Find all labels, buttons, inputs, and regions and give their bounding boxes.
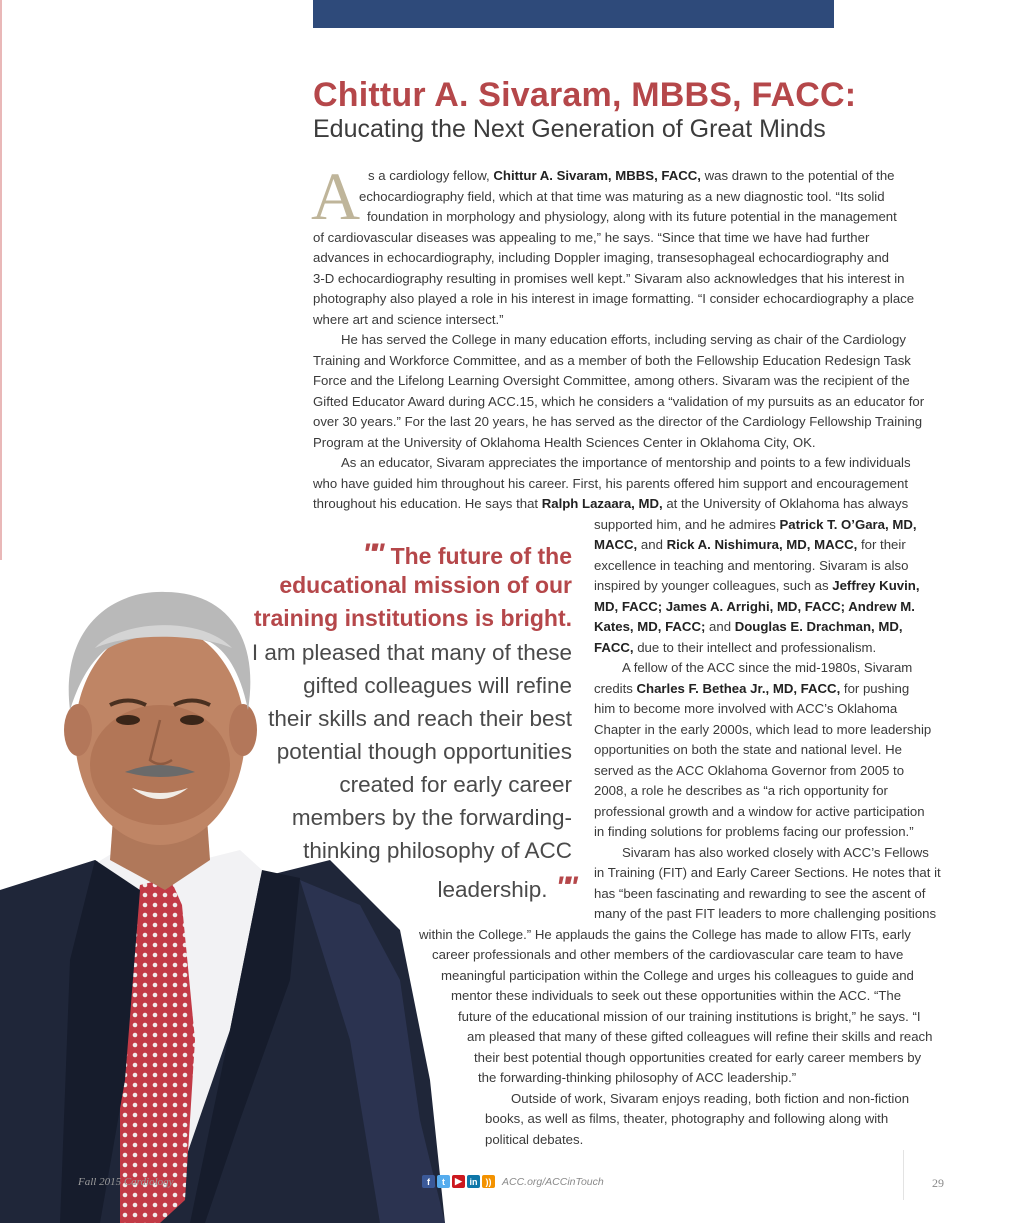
text-run: throughout his education. He says that xyxy=(313,496,542,511)
article-line xyxy=(594,638,876,659)
article-line xyxy=(594,617,903,638)
text-run: their best potential though opportunities created for early career members by xyxy=(474,1049,922,1065)
article-line xyxy=(432,945,903,966)
article-line xyxy=(478,1068,796,1089)
text-run: over 30 years.” For the last 20 years, he has served as the director of the Cardiology Fellowship Training xyxy=(313,414,923,429)
text-run: supported him, and he admires xyxy=(594,516,780,532)
social-icons xyxy=(422,1175,495,1188)
article-line xyxy=(467,1027,932,1048)
text-run: excellence in teaching and mentoring. Sivaram is also xyxy=(594,557,909,573)
pull-quote-line: I am pleased that many of these xyxy=(251,640,572,665)
article-line xyxy=(368,166,895,187)
article-line xyxy=(313,392,924,413)
text-run: of cardiovascular diseases was appealing to me,” he says. “Since that time we have had further xyxy=(313,229,870,245)
article-line xyxy=(594,720,931,741)
text-run: am pleased that many of these gifted colleagues will refine their skills and reach xyxy=(467,1029,933,1044)
text-run: due to their intellect and professionalism. xyxy=(633,639,877,655)
text-run: mentor these individuals to seek out these opportunities within the ACC. “The xyxy=(451,988,902,1003)
article-line xyxy=(594,822,914,843)
page-edge xyxy=(0,0,2,560)
article-line xyxy=(594,904,936,925)
text-run: was drawn to the potential of the xyxy=(700,168,895,183)
text-run: Sivaram has also worked closely with ACC’s Fellows xyxy=(622,844,929,860)
article-line xyxy=(313,371,910,392)
pull-quote-line: potential though opportunities xyxy=(276,739,572,764)
article-line xyxy=(313,433,816,454)
article-line xyxy=(594,679,909,700)
article-line xyxy=(313,269,905,290)
article-line xyxy=(313,248,889,269)
text-run: where art and science intersect.” xyxy=(313,311,504,327)
text-run: inspired by younger colleagues, such as xyxy=(594,578,833,593)
article-line xyxy=(367,207,897,228)
article-line xyxy=(451,986,901,1007)
text-run: Gifted Educator Award during ACC.15, which he considers a “validation of my pursuits as an educator for xyxy=(313,393,925,409)
article-line xyxy=(594,884,925,905)
pull-quote-bold-line: "" The future of the xyxy=(362,538,572,571)
pull-quote-line: thinking philosophy of ACC xyxy=(303,838,572,863)
text-run: him to become more involved with ACC’s Oklahoma xyxy=(594,701,898,716)
text-run: meaningful participation within the College and urges his colleagues to guide and xyxy=(441,967,914,983)
article-line xyxy=(313,494,908,515)
portrait-photo xyxy=(0,560,450,1223)
article-line xyxy=(359,187,885,208)
text-run: A fellow of the ACC since the mid-1980s, Sivaram xyxy=(622,660,913,675)
text-run: opportunities on both the state and national level. He xyxy=(594,742,902,757)
text-run: Chapter in the early 2000s, which lead to more leadership xyxy=(594,721,932,737)
article-line xyxy=(313,228,869,249)
article-line xyxy=(594,699,897,720)
text-run: and xyxy=(705,619,735,634)
text-run: has “been fascinating and rewarding to see the ascent of xyxy=(594,885,926,901)
bold-name: Douglas E. Drachman, MD, xyxy=(734,619,903,634)
article-line xyxy=(622,843,929,864)
text-run: photography also played a role in his interest in image formatting. “I consider echocardiography a place xyxy=(313,291,915,306)
text-run: future of the educational mission of our training institutions is bright,” he says. “I xyxy=(458,1008,921,1024)
text-run: and xyxy=(637,537,667,552)
pull-quote-line: leadership. "" xyxy=(437,871,572,904)
article-line xyxy=(341,453,911,474)
text-run: 2008, a role he describes as “a rich opportunity for xyxy=(594,783,888,798)
article-line xyxy=(594,863,941,884)
footer-url[interactable]: ACC.org/ACCinTouch xyxy=(502,1176,604,1188)
bold-name: Patrick T. O’Gara, MD, xyxy=(779,516,917,532)
text-run: 3-D echocardiography resulting in promises well kept.” Sivaram also acknowledges that his interest in xyxy=(313,270,905,286)
article-line xyxy=(594,802,925,823)
article-line xyxy=(341,330,906,351)
drop-cap: A xyxy=(311,158,361,234)
article-line xyxy=(594,597,915,618)
bold-name: Charles F. Bethea Jr., MD, FACC, xyxy=(636,680,841,696)
magazine-issue: Fall 2015 Cardiology xyxy=(78,1176,174,1188)
page-number: 29 xyxy=(932,1176,944,1190)
article-line xyxy=(313,289,914,310)
text-run: for pushing xyxy=(840,680,910,696)
text-run: credits xyxy=(594,680,637,696)
text-run: within the College.” He applauds the gains the College has made to allow FITs, early xyxy=(419,926,911,942)
text-run: the forwarding-thinking philosophy of ACC leadership.” xyxy=(478,1070,797,1085)
article-line xyxy=(594,576,919,597)
text-run: professional growth and a window for active participation xyxy=(594,803,925,819)
linkedin-icon[interactable]: in xyxy=(467,1175,480,1188)
pull-quote-line: gifted colleagues will refine xyxy=(303,673,572,698)
bold-name: Chittur A. Sivaram, MBBS, FACC, xyxy=(493,168,701,183)
text-run: who have guided him throughout his career. First, his parents offered him support and encouragement xyxy=(313,475,909,491)
article-line xyxy=(458,1007,921,1028)
pull-quote-line: members by the forwarding- xyxy=(291,805,572,830)
text-run: in finding solutions for problems facing our profession.” xyxy=(594,824,914,839)
article-line xyxy=(594,761,904,782)
article-line xyxy=(485,1109,888,1130)
pull-quote-line: their skills and reach their best xyxy=(268,706,572,731)
article-line xyxy=(419,925,911,946)
header-color-bar xyxy=(313,0,834,28)
pull-quote-bold-line: training institutions is bright. xyxy=(253,605,572,631)
bold-name: FACC, xyxy=(594,639,634,655)
text-run: s a cardiology fellow, xyxy=(368,168,494,183)
article-line xyxy=(594,535,906,556)
article-line xyxy=(474,1048,921,1069)
text-run: Program at the University of Oklahoma Health Sciences Center in Oklahoma City, OK. xyxy=(313,434,816,450)
text-run: As an educator, Sivaram appreciates the importance of mentorship and points to a few individuals xyxy=(341,455,911,470)
article-line xyxy=(313,412,922,433)
article-line xyxy=(313,351,911,372)
article-line xyxy=(313,474,908,495)
article-line xyxy=(594,556,908,577)
bold-name: Jeffrey Kuvin, xyxy=(832,578,920,593)
bold-name: MACC, xyxy=(594,537,638,552)
bold-name: Rick A. Nishimura, MD, MACC, xyxy=(666,537,858,552)
bold-name: MD, FACC; James A. Arrighi, MD, FACC; Andrew M. xyxy=(594,598,915,614)
article-subtitle: Educating the Next Generation of Great Minds xyxy=(313,115,826,143)
facebook-icon[interactable]: f xyxy=(422,1175,435,1188)
close-quote-icon: "" xyxy=(555,871,572,904)
text-run: many of the past FIT leaders to more challenging positions xyxy=(594,906,937,921)
text-run: books, as well as films, theater, photography and following along with xyxy=(485,1111,889,1126)
text-run: echocardiography field, which at that time was maturing as a new diagnostic tool. “Its solid xyxy=(359,188,885,204)
article-line xyxy=(594,781,888,802)
text-run: Force and the Lifelong Learning Oversight Committee, among others. Sivaram was the recipient of the xyxy=(313,373,910,388)
article-line xyxy=(594,740,902,761)
twitter-icon[interactable]: t xyxy=(437,1175,450,1188)
article-line xyxy=(441,966,914,987)
text-run: in Training (FIT) and Early Career Sections. He notes that it xyxy=(594,865,941,880)
article-line xyxy=(485,1130,583,1151)
open-quote-icon: "" xyxy=(362,538,379,571)
article-line xyxy=(511,1089,909,1110)
text-run: Training and Workforce Committee, and as a member of both the Fellowship Education Redesign Task xyxy=(313,352,911,368)
text-run: served as the ACC Oklahoma Governor from 2005 to xyxy=(594,762,905,778)
youtube-icon[interactable]: ▶ xyxy=(452,1175,465,1188)
text-run: advances in echocardiography, including Doppler imaging, transesophageal echocardiography and xyxy=(313,250,889,265)
bold-name: Kates, MD, FACC; xyxy=(594,619,706,634)
text-run: Outside of work, Sivaram enjoys reading, both fiction and non-fiction xyxy=(511,1090,910,1106)
pull-quote-bold-line: educational mission of our xyxy=(279,572,572,598)
article-title: Chittur A. Sivaram, MBBS, FACC: xyxy=(313,76,857,114)
bold-name: Ralph Lazaara, MD, xyxy=(541,496,663,511)
article-line xyxy=(313,310,504,331)
text-run: for their xyxy=(857,537,906,552)
text-run: foundation in morphology and physiology, along with its future potential in the management xyxy=(367,209,897,224)
text-run: at the University of Oklahoma has always xyxy=(662,496,909,511)
pull-quote-line: created for early career xyxy=(339,772,572,797)
article-line xyxy=(594,515,917,536)
text-run: career professionals and other members of the cardiovascular care team to have xyxy=(432,947,904,962)
text-run: He has served the College in many education efforts, including serving as chair of the Cardiology xyxy=(341,332,906,347)
article-line xyxy=(622,658,912,679)
text-run: political debates. xyxy=(485,1131,584,1147)
footer-rule xyxy=(903,1150,904,1200)
rss-icon[interactable]: )) xyxy=(482,1175,495,1188)
